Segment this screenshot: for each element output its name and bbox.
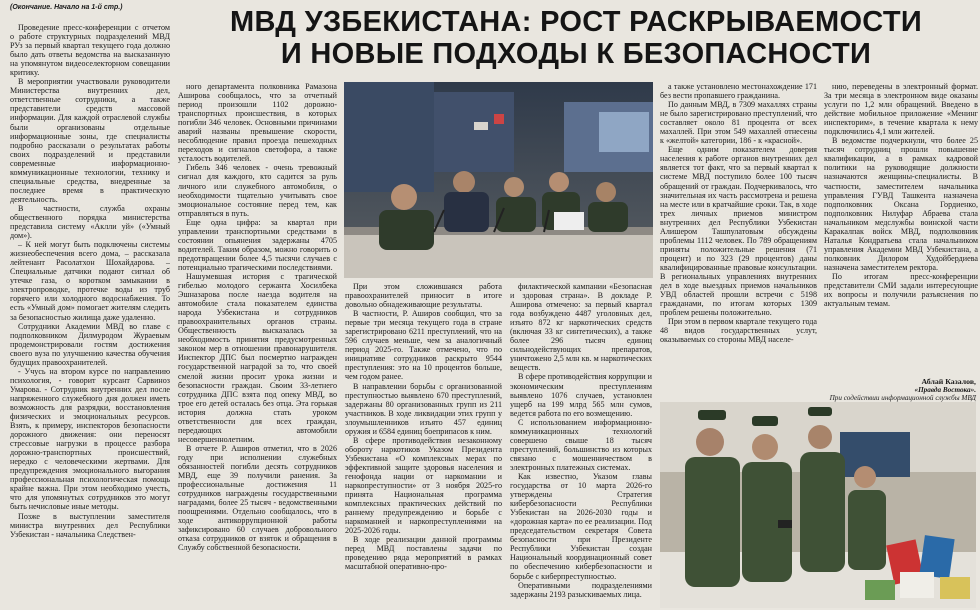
- paragraph: В частности, Р. Аширов сообщил, что за первые три месяца текущего года в стране зарегистрировано 6211 преступлений, что на 596 случаев меньше, чем за аналогичный период 2025-го. Также отмечено, что по инициативе сотрудников раскрыто 9544 преступления: это на 10 процентов больше, чем годом ранее.: [345, 309, 502, 382]
- paragraph: филактической кампании «Безопасная и здоровая страна». В докладе Р. Аширова отмечено: за первый квартал года возбуждено 4487 уголовных дел, изъято 872 кг наркотических средств (включая 33 кг синтетических), а также более 296 тысяч единиц сильнодействующих препаратов, уничтожено 2,5 млн кв. м наркотических веществ.: [510, 282, 652, 373]
- paragraph: В ходе реализации данной программы перед МВД поставлены задачи по проведению ряда мероприятий в рамках масштабной оперативно-про-: [345, 535, 502, 572]
- paragraph: Гибель 346 человек - очень тревожный сигнал для каждого, кто садится за руль личного или служебного автомобиля, о необходимости тщательно учитывать свое эмоциональное состояние перед тем, как отправляться в путь.: [178, 163, 337, 218]
- paragraph: При этом в первом квартале текущего года 48 видов государственных услут, оказываемых со стороны МВД населе-: [660, 317, 817, 345]
- paragraph: В отчете Р. Аширов отметил, что в 2026 году при исполнении служебных обязанностей погибли десять сотрудников МВД, еще 39 получили ранения. За профессиональные достижения 11 сотрудников награждены государственными наградами, более 25 тысяч - ведомственными поощрениями. Отдельно сообщалось, что в ходе антикоррупционной работы зафиксировано 60 случаев добровольного отказа сотрудников от взяток и обращения в Службу собственной безопасности.: [178, 443, 337, 553]
- paragraph: - Учусь на втором курсе по направлению психология, - говорит курсант Сарвиноз Умарова. - Сотрудник внутренних дел после напряженного служебного дня должен иметь возможность для разрядки, восстановления физических и эмоциональных ресурсов. Взять, к примеру, инспекторов безопасности дорожного движения: они переносят стрессовые нагрузки в процессе разбора дорожно-транспортных происшествий, нередко с человеческими жертвами. Для предупреждения эмоционального выгорания профессиональная психологическая помощь крайне важна. При этом необходимо учесть, что для упомянутых сотрудников это могут быть нечисловые иные методы.: [10, 366, 170, 512]
- headline-line-1: МВД УЗБЕКИСТАНА: РОСТ РАСКРЫВАЕМОСТИ: [229, 6, 922, 38]
- exhibition-photo: [660, 402, 976, 608]
- paragraph: нию, переведены в электронный формат. За три месяца в электронном виде оказаны услуги по 1,2 млн обращений. Введено в действие мобильное приложение «Менинг инспекторим», в течение квартала к нему подключились 4,1 млн жителей.: [824, 82, 978, 137]
- paragraph: Еще одним показателем доверия населения к работе органов внутренних дел является тот факт, что за первый квартал к системе МВД поступило более 100 тысяч обращений от граждан. Подчеркивалось, что значительная их часть рассмотрена и решена на месте или в кратчайшие сроки. Так, в ходе трех личных приемов министром внутренних дел Республики Узбекистан Алишером Ташпулатовым обсуждены проблемы 1112 человек. По 789 обращениям приняты положительные решения (71 процент) и по 323 (29 процентов) даны квалифицированные правовые консультации. В региональных управлениях внутренних дел в ходе выездных приемов начальников УВД областей прошли встречи с 5198 гражданами, по итогам которых 1309 проблем решены положительно.: [660, 145, 817, 318]
- paragraph: ного департамента полковника Рамазона Аширова сообщалось, что за отчетный период произошли 1102 дорожно-транспортных происшествия, в которых погибли 346 человек. Основными причинами аварий названы превышение скорости, несоблюдение правил проезда пешеходных переходов и сигналов светофора, а также усталость водителей.: [178, 82, 337, 164]
- paragraph: Сотрудники Академии МВД во главе с подполковником Дилмуродом Жураевым продемонстрировали гостям достижения своего вуза по улучшению качества обучения будущих правоохранителей.: [10, 321, 170, 367]
- paragraph: а также установлено местонахождение 171 без вести пропавшего гражданина.: [660, 82, 817, 101]
- text-column-5: [660, 82, 817, 397]
- paragraph: Нашумевшая история с трагической гибелью молодого сержанта Хосилбека Эшназарова после наезда водителя на автомобиле стала показателем единства народа Узбекистана и сотрудников правоохранительных органов страны. Общественность высказалась за необходимость принятия предусмотренных законом мер в отношении правонарушителя. Инспектор ДПС был посмертно награжден государственной наградой за то, что своей смелой жизни просит урока жизни и безопасности граждан. Своим 33-летнего сотрудника ДПС взята под опеку МВД, во трое его детей осталась без отца. Эта горькая история должна стать уроком ответственности для всех граждан, передающих автомобили несовершеннолетним.: [178, 271, 337, 444]
- text-column-3: [345, 282, 502, 607]
- paragraph: По итогам пресс-конференции представители СМИ задали интересующие их вопросы и получили разъяснения по актуальным темам.: [824, 271, 978, 309]
- paragraph: Проведение пресс-конференции с отчетом о работе структурных подразделений МВД РУз за первый квартал текущего года должно было дать ответы ведомства на высказанную на упомянутом видеоселекторном совещании критику.: [10, 23, 170, 78]
- paragraph: Оперативными подразделениями задержаны 2193 разыскиваемых лица.: [510, 580, 652, 599]
- paragraph: С использованием информационно-коммуникационных технологий совершено свыше 18 тысяч преступлений, большинство из которых связано с мошенничеством в электронных платежных системах.: [510, 417, 652, 472]
- paragraph: В частности, служба охраны общественного порядка министерства представила систему «Аклли уй» («Умный дом»).: [10, 203, 170, 241]
- paragraph: – К ней могут быть подключены системы жизнеобеспечения всего дома, – рассказала лейтенант Расолатхон Шохайдарова. – Специальные датчики подают сигнал об утечке газа, о коротком замыкании в электропроводке, протечке воды из труб горячего или холодного водоснабжения. То есть «Умный дом» помогает жителям следить за безопасностью жилища даже удаленно.: [10, 240, 170, 322]
- press-conference-photo: [344, 82, 653, 278]
- headline-line-2: И НОВЫЕ ПОДХОДЫ К БЕЗОПАСНОСТИ: [280, 38, 872, 70]
- text-column-4: [510, 282, 652, 607]
- paragraph: При этом сложившаяся работа правоохранителей приносит в итоге довольно обнадеживающие результаты.: [345, 282, 502, 310]
- text-column-6: [824, 82, 978, 372]
- paragraph: В мероприятии участвовали руководители Министерства внутренних дел, ответственные сотрудники, а также представители средств массовой информации. Для каждой отраслевой службы были организованы отдельные информационные зоны, где специалисты подробно рассказали о результатах работы своих подразделений и представили современные информационно-коммуникационные технологии, технику и специальные средства, внедренные за последнее время в практическую деятельность.: [10, 77, 170, 204]
- newspaper-name: «Правда Востока».: [914, 386, 976, 394]
- paragraph: В направлении борьбы с организованной преступностью выявлено 670 преступлений, задержаны 80 организованных групп из 211 участников. В ходе ликвидации этих групп у злоумышленников изъято 457 единиц оружия и 6584 единиц боеприпасов к ним.: [345, 381, 502, 436]
- author-name: Аблай Казалов,: [921, 377, 976, 386]
- paragraph: Как известно, Указом главы государства от 10 марта 2026-го утверждены Стратегия кибербезопасности Республики Узбекистан на 2026-2030 годы и «дорожная карта» по ее реализации. Под председательством секретаря Совета безопасности при Президенте Республики Узбекистан создан Национальный координационный совет по обеспечению кибербезопасности и борьбе с киберпреступностью.: [510, 471, 652, 581]
- paragraph: Позже в выступлении заместителя министра внутренних дел Республики Узбекистан - начальника Следствен-: [10, 511, 170, 539]
- paragraph: В сфере противодействия незаконному обороту наркотиков Указом Президента Узбекистана «О комплексных мерах по эффективной защите здоровья населения и генофонда нации от наркомании и наркопреступности» от 3 ноября 2025-го принята Национальная программа комплексных практических действий по раннему предупреждению и борьбе с наркоманией и наркопреступлениями на 2025-2026 годы.: [345, 435, 502, 536]
- text-column-1: [10, 23, 170, 607]
- article-headline: [176, 6, 976, 70]
- paragraph: В ведомстве подчеркнули, что более 25 тысяч сотрудниц прошли повышение квалификации, а в рамках кадровой политики на руководящие должности назначаются женщины-специалисты. В частности, заместителем начальника управления ГУВД Ташкента назначена подполковник Оксана Гордиенко, подполковник Нилуфар Абраева стала начальником медслужбы воинской части Каракалпак войск МВД, подполковник Наталья Кондратьева стала начальником управления Академии МВД Узбекистана, а полковник Дилором Худойбердиева назначена заместителем ректора.: [824, 136, 978, 272]
- source-credit: При содействии информационной службы МВД: [829, 394, 976, 402]
- paragraph: По данным МВД, в 7309 махаллях страны не было зарегистрировано преступлений, что составляет около 81 процента от всех махаллей. При этом 549 махаллей отнесены к «желтой» категории, 186 - к «красной».: [660, 100, 817, 146]
- continuation-note: (Окончание. Начало на 1-й стр.): [10, 4, 123, 11]
- text-column-2: [178, 82, 337, 607]
- paragraph: В сфере противодействия коррупции и экономическим преступлениям выявлено 1076 случаев, установлен ущерб на 199 млрд 565 млн сумов, ведется работа по его возмещению.: [510, 372, 652, 418]
- paragraph: Еще одна цифра: за квартал при управлении транспортными средствами в состоянии опьянения задержаны 4705 водителей. Таким образом, можно говорить о предотвращении более 4,5 тысячи случаев с потенциально трагическими последствиями.: [178, 217, 337, 272]
